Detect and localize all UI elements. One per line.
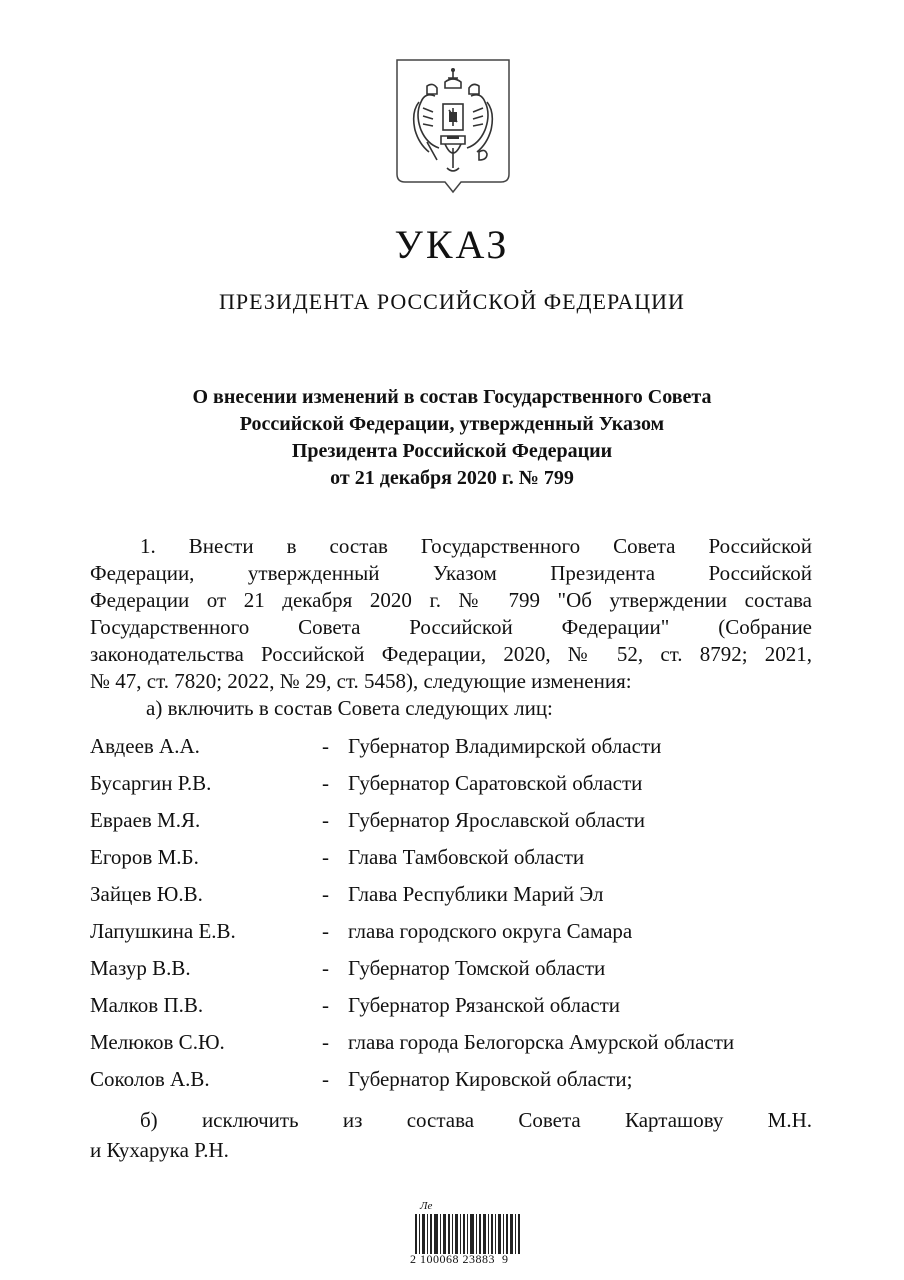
person-name: Зайцев Ю.В. bbox=[90, 882, 203, 906]
sub-item-a: а) включить в состав Совета следующих лиц: bbox=[146, 696, 553, 720]
sub-item-b bbox=[90, 1105, 812, 1165]
person-role: Губернатор Саратовской области bbox=[348, 771, 643, 795]
person-role: Губернатор Кировской области; bbox=[348, 1067, 633, 1091]
heading-line: Президента Российской Федерации bbox=[291, 440, 613, 462]
person-dash: - bbox=[322, 1030, 329, 1054]
person-role: Глава Республики Марий Эл bbox=[348, 882, 604, 906]
person-dash: - bbox=[322, 845, 329, 869]
person-dash: - bbox=[322, 1067, 329, 1091]
person-row bbox=[90, 807, 812, 844]
person-role: Губернатор Владимирской области bbox=[348, 734, 662, 758]
person-name: Лапушкина Е.В. bbox=[90, 919, 236, 943]
person-role: Губернатор Рязанской области bbox=[348, 993, 620, 1017]
person-row bbox=[90, 1029, 812, 1066]
heading-line: О внесении изменений в состав Государственного Совета bbox=[192, 386, 712, 408]
person-row bbox=[90, 770, 812, 807]
heading-line: от 21 декабря 2020 г. № 799 bbox=[330, 467, 574, 489]
barcode-bars-icon bbox=[415, 1214, 520, 1254]
person-row bbox=[90, 992, 812, 1029]
paragraph-1 bbox=[90, 533, 812, 722]
person-name: Соколов А.В. bbox=[90, 1067, 210, 1091]
person-dash: - bbox=[322, 956, 329, 980]
paragraph-line: Государственного Совета Российской Федерации" (Собрание bbox=[90, 615, 812, 639]
person-role: глава города Белогорска Амурской области bbox=[348, 1030, 735, 1054]
person-name: Мазур В.В. bbox=[90, 956, 191, 980]
person-name: Малков П.В. bbox=[90, 993, 204, 1017]
person-dash: - bbox=[322, 993, 329, 1017]
person-role: Губернатор Ярославской области bbox=[348, 808, 646, 832]
person-row bbox=[90, 881, 812, 918]
person-row bbox=[90, 1066, 812, 1103]
person-name: Авдеев А.А. bbox=[90, 734, 200, 758]
person-role: Глава Тамбовской области bbox=[348, 845, 585, 869]
double-headed-eagle-icon bbox=[393, 56, 513, 194]
person-row bbox=[90, 733, 812, 770]
person-name: Мелюков С.Ю. bbox=[90, 1030, 225, 1054]
person-dash: - bbox=[322, 919, 329, 943]
person-row bbox=[90, 844, 812, 881]
sub-b-line: и Кухарука Р.Н. bbox=[90, 1138, 229, 1162]
heading-line: Российской Федерации, утвержденный Указом bbox=[239, 413, 665, 435]
paragraph-line: Федерации от 21 декабря 2020 г. № 799 "Об утверждении состава bbox=[90, 588, 812, 612]
signature-mark: Ле bbox=[420, 1200, 433, 1212]
person-row bbox=[90, 918, 812, 955]
paragraph-line: № 47, ст. 7820; 2022, № 29, ст. 5458), следующие изменения: bbox=[90, 669, 632, 693]
paragraph-line: Федерации, утвержденный Указом Президента Российской bbox=[90, 561, 812, 585]
barcode-number: 2 100068 23883 9 bbox=[410, 1252, 509, 1266]
persons-list bbox=[90, 733, 812, 1103]
document-title: УКАЗ bbox=[394, 222, 510, 267]
coat-of-arms-emblem bbox=[393, 56, 513, 194]
person-dash: - bbox=[322, 771, 329, 795]
document-subtitle: ПРЕЗИДЕНТА РОССИЙСКОЙ ФЕДЕРАЦИИ bbox=[219, 289, 685, 314]
person-row bbox=[90, 955, 812, 992]
person-dash: - bbox=[322, 882, 329, 906]
person-name: Егоров М.Б. bbox=[90, 845, 199, 869]
person-role: Губернатор Томской области bbox=[348, 956, 606, 980]
barcode bbox=[410, 1200, 530, 1270]
person-dash: - bbox=[322, 808, 329, 832]
person-dash: - bbox=[322, 734, 329, 758]
paragraph-line: 1. Внести в состав Государственного Совета Российской bbox=[140, 534, 812, 558]
paragraph-line: законодательства Российской Федерации, 2020, № 52, ст. 8792; 2021, bbox=[90, 642, 812, 666]
decree-heading bbox=[0, 384, 904, 492]
sub-b-line: б) исключить из состава Совета Карташову М.Н. bbox=[140, 1108, 812, 1132]
person-name: Бусаргин Р.В. bbox=[90, 771, 212, 795]
person-name: Евраев М.Я. bbox=[90, 808, 201, 832]
person-role: глава городского округа Самара bbox=[348, 919, 633, 943]
